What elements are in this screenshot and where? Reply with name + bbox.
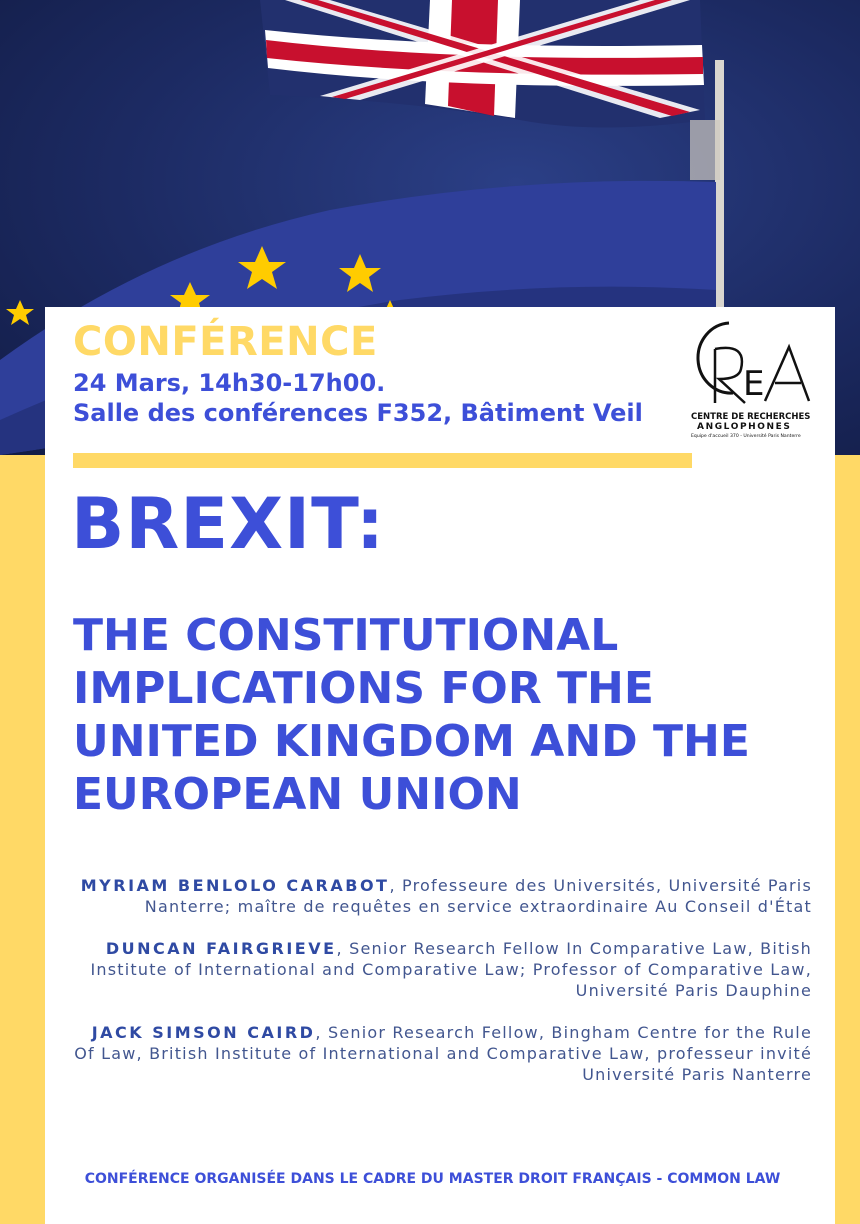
yellow-divider [73, 453, 692, 468]
content-panel [45, 307, 835, 1224]
speaker-list [71, 875, 812, 1106]
event-date-time: 24 Mars, 14h30-17h00. [73, 369, 386, 397]
speaker-2 [71, 938, 812, 1001]
speaker-name: MYRIAM BENLOLO CARABOT [80, 876, 390, 895]
speaker-description: , Professeure des Universités, Université Paris Nanterre; maître de requêtes en service extraordinaire Au Conseil d'État [144, 876, 812, 916]
speaker-3 [71, 1022, 812, 1085]
event-location: Salle des conférences F352, Bâtiment Veil [73, 399, 643, 427]
logo-line1: CENTRE DE RECHERCHES [691, 412, 811, 422]
event-type: CONFÉRENCE [73, 319, 378, 365]
crea-logo [689, 319, 813, 439]
svg-text:E: E [743, 364, 765, 404]
main-title: BREXIT: [71, 483, 386, 565]
logo-line2: ANGLOPHONES [697, 422, 792, 432]
logo-line3: Equipe d'accueil 370 - Université Paris Nanterre [691, 434, 801, 439]
speaker-name: JACK SIMSON CAIRD [91, 1023, 316, 1042]
footer-note: CONFÉRENCE ORGANISÉE DANS LE CADRE DU MASTER DROIT FRANÇAIS - COMMON LAW [84, 1171, 781, 1187]
speaker-description: , Senior Research Fellow, Bingham Centre for the Rule Of Law, British Institute of International and Comparative Law, professeur invité Université Paris Nanterre [74, 1023, 812, 1084]
subtitle: THE CONSTITUTIONAL IMPLICATIONS FOR THE UNITED KINGDOM AND THE EUROPEAN UNION [73, 610, 750, 820]
speaker-name: DUNCAN FAIRGRIEVE [105, 939, 337, 958]
speaker-1 [71, 875, 812, 917]
speaker-description: , Senior Research Fellow In Comparative Law, Bitish Institute of International and Comparative Law; Professor of Comparative Law, Université Paris Dauphine [90, 939, 812, 1000]
